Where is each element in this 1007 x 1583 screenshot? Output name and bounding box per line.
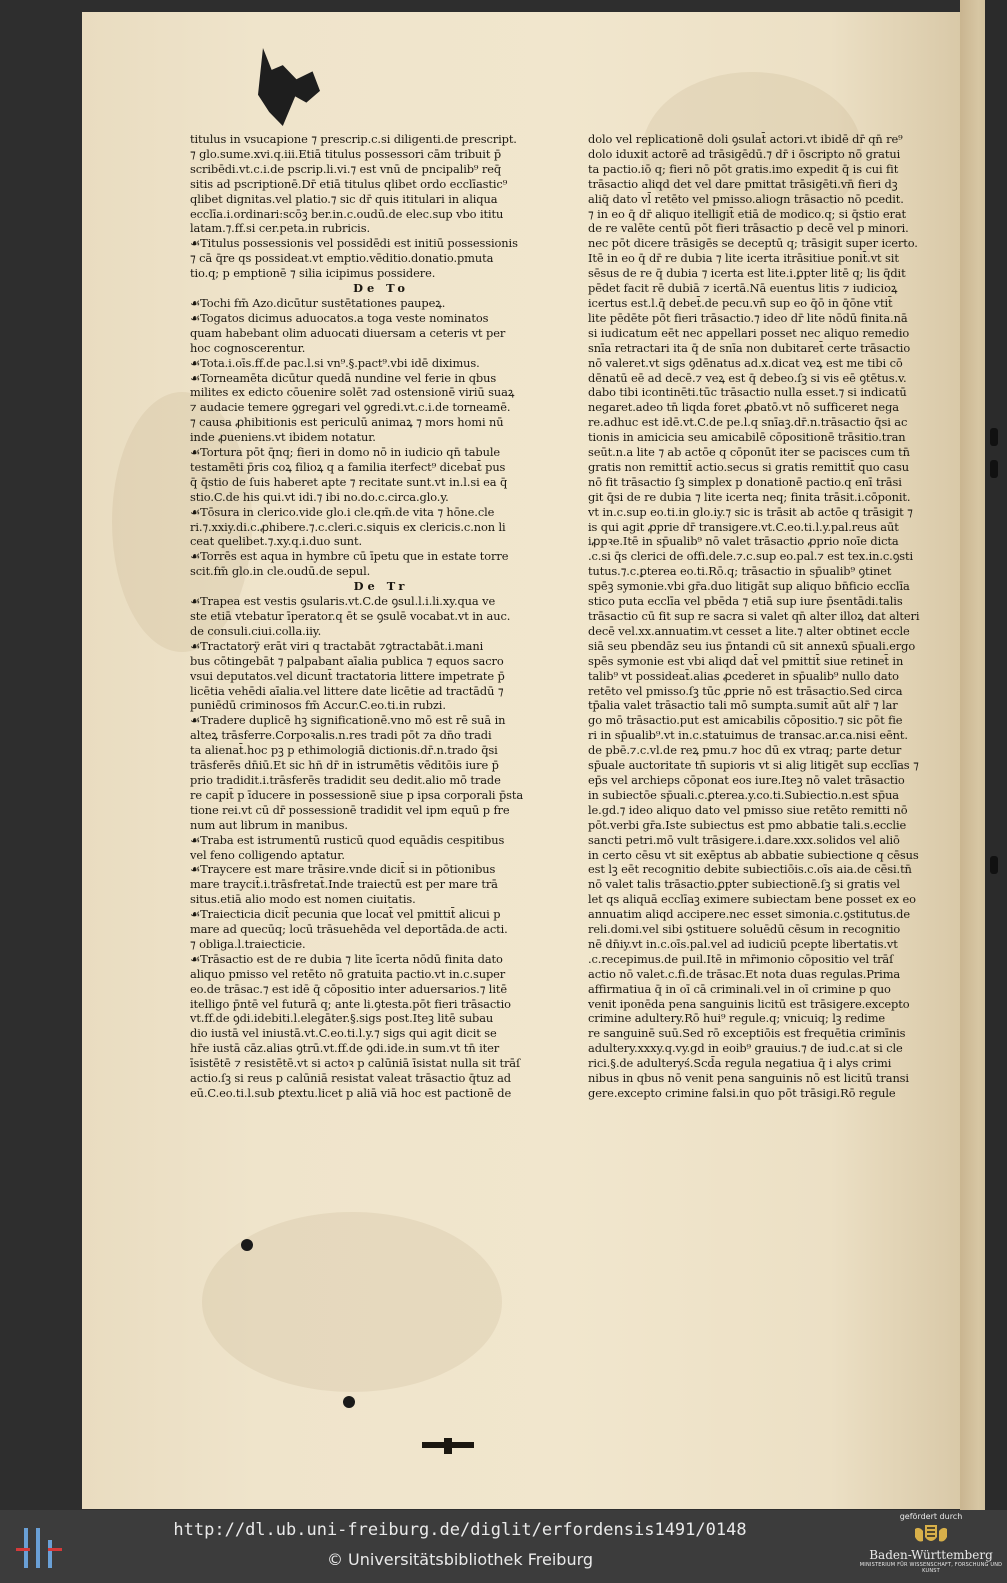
text-line: gere.excepto crimine falsi.in quo pōt trāsigi.Rō regule: [588, 1086, 896, 1100]
text-line: qlibet dignitas.vel platio.⁊ sic dr̄ quis ititulari in aliqua: [190, 191, 498, 206]
text-line: ⁊ in eo q̄ dr̄ aliquo itelligit̄ etiā de modico.q; si q̄stio erat: [588, 206, 907, 221]
text-line: git q̄si de re dubia ⁊ lite icerta neq; finita trāsit.i.cōponit.: [588, 489, 911, 504]
sponsor-label: gefördert durch: [899, 1512, 963, 1521]
text-column-right: [588, 132, 964, 1101]
text-line: dolo iduxit actorē ad trāsigēdū.⁊ dr̄ i ōscripto nō gratui: [588, 146, 901, 161]
text-line: dolo vel replicationē doli ꝯsulat̄ actori.vt ibidē dr̄ qn̄ re⁹: [588, 132, 903, 146]
text-line: ste etiā vtebatur īperator.q ēt se ꝯsulē vocabat.vt in auc.: [190, 609, 511, 623]
text-line: eo.de trāsac.⁊ est idē q̄ cōpositio inter aduersarios.⁊ litē: [190, 981, 507, 996]
text-line: reli.domi.vel sibi ꝯstituere soluēdū cēsum in recognitio: [588, 922, 901, 937]
text-line: aliq̄ dato vl̄ retēto vel pmisso.aliogn trāsactio nō pcedit.: [588, 191, 904, 206]
text-line: sp̄uale auctoritate tn̄ supioris vt si alig litigēt sup ecclīas ⁊: [588, 758, 919, 773]
binding-hole: [343, 1396, 355, 1408]
text-column-left: [190, 132, 572, 1101]
text-line: vel feno colligendo aptatur.: [190, 847, 345, 862]
text-line: pōt.verbi gr̄a.Iste subiectus est pmo abbatie tali.s.ecclie: [588, 817, 907, 832]
text-line: eū.C.eo.ti.l.sub ꝑtextu.licet p aliā viā hoc est pactionē de: [190, 1086, 512, 1100]
text-line: dabo tibi icontinēti.tūc trāsactio nulla esset.⁊ si indicatū: [588, 385, 907, 400]
text-line: nibus in qbus nō venit pena sanguinis nō est licitū transi: [588, 1071, 909, 1086]
text-line: ep̄s vel archieps cōponat eos iure.Iteꝫ nō valet trāsactio: [588, 772, 905, 787]
sponsor-subtitle: MINISTERIUM FÜR WISSENSCHAFT, FORSCHUNG UND KUNST: [859, 1562, 1003, 1574]
catchword-mark: [422, 1438, 474, 1454]
edge-mark: [990, 460, 998, 478]
text-line: Itē in eo q̄ dr̄ re dubia ⁊ lite icerta itrāsitiue ponit̄.vt sit: [588, 251, 899, 266]
text-line: latam.⁊.ff.si cer.peta.in rubricis.: [190, 221, 370, 236]
text-line: itelligo p̄ntē vel futurā q; ante li.ꝯtesta.pōt fieri trāsactio: [190, 996, 511, 1011]
text-line: ☙Togatos dicimus aduocatos.a toga veste nominatos: [190, 310, 489, 325]
text-line: snīa retractari ita q̄ de snīa non dubitaret̄ certe trāsactio: [588, 340, 911, 355]
text-line: retēto vel pmisso.ſꝫ tūc ꝓprie nō est trāsactio.Sed circa: [588, 683, 903, 698]
text-line: ☙Traba est istrumentū rusticū quod equādis cespitibus: [190, 832, 505, 847]
text-line: dēnatū eē ad decē.⁊ veꝝ est q̄ debeo.ſꝫ si vis eē ꝯtētus.v.: [588, 370, 907, 385]
text-line: ☙Tradere duplicē hꝫ significationē.vno mō est rē suā in: [190, 713, 506, 728]
text-line: lite pēdēte pōt fieri trāsactio.⁊ ideo dr̄ lite nōdū finita.nā: [588, 310, 908, 325]
text-line: nō fit trāsactio ſꝫ simplex p donationē pactio.q enī trāsi: [588, 474, 902, 489]
text-line: talib⁹ vt possideat̄.alias ꝓcederet in sp̄ualib⁹ nullo dato: [588, 668, 899, 683]
text-line: nē dn̄iy.vt in.c.oīs.pal.vel ad iudiciū pcepte libertatis.vt: [588, 936, 898, 951]
text-line: ⁊ obliga.l.traiecticie.: [190, 936, 306, 951]
text-line: go mō trāsactio.put est amicabilis cōpositio.⁊ sic pōt fie: [588, 713, 903, 728]
text-line: de re valēte centū pōt fieri trāsactio p decē vel p minori.: [588, 221, 909, 236]
text-line: tione rei.vt cū dr̄ possessionē tradidit vel ipm equū p fre: [190, 802, 510, 817]
text-line: mare traycit̄.i.trāsfretat̄.Inde traiectū est per mare trā: [190, 877, 498, 892]
text-line: vsui deputatos.vel dicunt̄ tractatoria littere impetrate p̄: [190, 668, 505, 683]
viewer-footer: [0, 1510, 1007, 1583]
text-line: ceat quelibet.⁊.xy.q.i.duo sunt.: [190, 534, 363, 549]
text-line: re sanguinē suū.Sed rō exceptiōis est frequētia crimīnis: [588, 1026, 906, 1041]
text-line: testamēti p̄ris coꝝ filioꝝ q a familia iterfect⁹ dicebat̄ pus: [190, 459, 506, 474]
text-line: rici.§.de adulteryś.Scd̄a regula negatiua q̄ i alys crimi: [588, 1056, 892, 1071]
text-line: let qs aliquā ecclīaꝫ eximere subiectam bene posset ex eo: [588, 892, 916, 907]
text-line: negaret.adeo tn̄ liqda foret ꝓbatō.vt nō sufficeret nega: [588, 400, 899, 415]
text-line: de pbē.⁊.c.vl.de reꝝ pmu.⁊ hoc dū ex vtraq; parte detur: [588, 743, 902, 758]
text-line: siā seu pbendāz seu ius p̄ntandi cū sit annexū sp̄uali.ergo: [588, 638, 916, 653]
text-line: īsistētē ⁊ resistētē.vt si actoꝛ p calūniā īsistat nulla sit trāſ: [190, 1056, 521, 1071]
text-line: decē vel.xx.annuatim.vt cesset a lite.⁊ alter obtinet eccle: [588, 623, 910, 638]
book-spine: [985, 0, 1007, 1510]
text-line: scribēdi.vt.c.i.de pscrip.li.vi.⁊ est vnū de pncipalib⁹ req̄: [190, 161, 502, 176]
sponsor-name: Baden-Württemberg: [869, 1548, 993, 1562]
text-line: sancti petri.mō vult trāsigere.i.dare.xxx.solidos vel aliō: [588, 832, 900, 847]
text-line: in subiectōe sp̄uali.c.ꝑterea.y.co.ti.Subiectio.n.est sp̄ua: [588, 787, 899, 802]
text-line: ☙Traiecticia dicit̄ pecunia que locat̄ vel pmittit̄ alicui p: [190, 907, 501, 922]
text-line: crimine adultery.Rō hui⁹ regule.q; vnicuiq; lꝫ redime: [588, 1011, 886, 1026]
text-line: q̄ q̄stio de ſuis haberet apte ⁊ recitate sunt.vt in.l.si ea q̄: [190, 474, 508, 489]
text-line: trāsactio cū fit sup re sacra si valet qn̄ alter illoꝝ dat alteri: [588, 609, 920, 623]
text-line: re capit̄ p īducere in possessionē siue p ipsa corporali p̄sta: [190, 787, 524, 802]
text-line: pēdet facit rē dubiā ⁊ icertā.Nā euentus litis ⁊ iudicioꝝ: [588, 281, 898, 296]
edge-mark: [990, 856, 998, 874]
text-line: ☙Trapea est vestis ꝯsularis.vt.C.de ꝯsul.l.i.li.xy.qua ve: [190, 594, 496, 609]
text-line: re.adhuc est idē.vt.C.de pe.l.q snīaꝫ.dr̄.n.trāsactio q̄si ac: [588, 415, 908, 430]
text-line: ecclīa.i.ordinari:scōꝫ ber.in.c.oudū.de elec.sup vbo ititu: [190, 206, 504, 221]
text-line: nō valeret.vt sigs ꝯdēnatus ad.x.dicat veꝝ est me tibi cō: [588, 355, 903, 370]
text-line: De To: [353, 281, 409, 296]
text-line: ta alienat̄.hoc pꝫ p ethimologiā dictionis.dr̄.n.trado q̄si: [190, 743, 498, 758]
text-line: seūt.n.a lite ⁊ ab actōe q cōponūt iter se pacisces cum tn̄: [588, 445, 910, 460]
text-line: si iudicatum eēt nec appellari posset nec aliquo remedio: [588, 325, 910, 340]
text-line: situs.etiā alio modo est nomen ciuitatis.: [190, 892, 416, 907]
text-line: spēꝫ symonie.vbi gr̄a.duo litigāt sup aliquo bn̄ficio ecclīa: [588, 579, 910, 594]
text-line: .c.recepimus.de puil.Itē in mr̄imonio cōpositio vel trāſ: [588, 951, 894, 966]
text-line: stico puta ecclīa vel pbēda ⁊ etiā sup iure p̄sentādi.talis: [588, 594, 903, 609]
text-line: tutus.⁊.c.ꝑterea eo.ti.Rō.q; trāsactio in sp̄ualib⁹ ꝯtinet: [588, 564, 892, 579]
text-line: milites ex edicto cōuenire solēt ⁊ad ostensionē viriū suaꝝ: [190, 385, 515, 400]
text-line: iꝓpꝛe.Itē in sp̄ualib⁹ nō valet trāsactio ꝓprio noīe dicta: [588, 534, 899, 549]
text-line: ☙Traycere est mare trāsire.vnde dicit̄ si in pōtionibus: [190, 862, 496, 877]
text-line: ri in sp̄ualib⁹.vt in.c.statuimus de transac.ar.ca.nisi eēnt.: [588, 728, 908, 743]
text-line: bus cōtingebāt ⁊ palpabant aīalia publica ⁊ equos sacro: [190, 653, 504, 668]
text-line: ☙Tota.i.oīs.ff.de pac.l.si vn⁹.§.pact⁹.vbi idē diximus.: [190, 355, 480, 370]
text-line: nec pōt dicere trāsigēs se deceptū q; trāsigit super icerto.: [588, 236, 918, 251]
text-line: vt.ff.de ꝯdi.idebiti.l.elegāter.§.sigs post.Iteꝫ litē subau: [190, 1011, 494, 1026]
text-line: ☙Torneamēta dicūtur quedā nundine vel ferie in qbus: [190, 370, 497, 385]
text-line: ☙Tochi fm̄ Azo.dicūtur sustētationes paupeꝝ.: [190, 295, 446, 310]
text-line: ☙Titulus possessionis vel possidēdi est initiū possessionis: [190, 236, 518, 251]
text-line: ☙Tractatorÿ erāt viri q tractabāt ⁊ꝯtractabāt.i.mani: [190, 638, 484, 653]
text-line: ☙Torrēs est aqua in hymbre cū īpetu que in estate torre: [190, 549, 509, 564]
text-line: trāsactio aliqd det vel dare pmittat trāsigēti.vn̄ fieri dꝫ: [588, 176, 898, 191]
text-line: de consuli.ciui.colla.iiy.: [190, 623, 322, 638]
text-line: inde ꝓueniens.vt ibidem notatur.: [190, 430, 376, 445]
text-line: quam habebant olim aduocati diuersam a ceteris vt per: [190, 325, 506, 340]
sponsor-block: [858, 1512, 1004, 1582]
edge-mark: [990, 428, 998, 446]
permalink-url[interactable]: http://dl.ub.uni-freiburg.de/diglit/erfordensis1491/0148: [173, 1520, 747, 1540]
text-line: prio tradidit.i.trāsferēs tradidit seu dedit.alio mō trade: [190, 772, 501, 787]
text-line: puniēdū criminosos fm̄ Accur.C.eo.ti.in rubzi.: [190, 698, 446, 713]
text-line: tionis in amicicia seu amicabilē cōpositionē trāsitio.tran: [588, 430, 906, 445]
copyright-notice: © Universitätsbibliothek Freiburg: [326, 1550, 594, 1569]
text-line: titulus in vsucapione ⁊ prescrip.c.si diligenti.de prescript.: [190, 132, 517, 146]
text-line: affirmatiua q̄ in oī cā criminali.vel in oī crimine p quo: [588, 981, 891, 996]
text-line: le.gd.⁊ ideo aliquo dato vel pmisso siue retēto remitti nō: [588, 802, 908, 817]
text-line: ☙Tortura pōt q̄nq; fieri in domo nō in iudicio qn̄ tabule: [190, 445, 501, 460]
text-line: venit iponēda pena sanguinis licitū est trāsigere.excepto: [588, 996, 910, 1011]
text-line: annuatim aliqd accipere.nec esset simonia.c.ꝯstitutus.de: [588, 907, 911, 922]
text-line: actio.ſꝫ si reus p calūniā resistat valeat trāsactio q̄tuz ad: [190, 1071, 512, 1086]
text-line: num aut librum in manibus.: [190, 817, 348, 832]
text-line: stio.C.de his qui.vt idi.⁊ ibi no.do.c.circa.glo.y.: [190, 489, 449, 504]
text-line: ta pactio.iō q; fieri nō pōt gratis.imo expedit q̄ is cui fit: [588, 161, 899, 176]
text-line: ☙Tōsura in clerico.vide glo.i cle.qm̄.de vita ⁊ hōne.cle: [190, 504, 495, 519]
text-line: icertus est.l.q̄ debet̄.de pecu.vn̄ sup eo q̄ō in q̄ōne vtit̄: [588, 295, 893, 310]
text-line: sitis ad pscriptionē.Dr̄ etiā titulus qlibet ordo ecclīastic⁹: [190, 176, 508, 191]
text-line: hr̄e iustā cāz.alias ꝯtrū.vt.ff.de ꝯdi.ide.in sum.vt tn̄ iter: [190, 1041, 500, 1056]
text-line: trāsferēs dn̄iū.Et sic hn̄ dr̄ in istrumētis vēditōis iure p̄: [190, 758, 499, 773]
text-line: ⁊ cā q̄re qs possideat.vt emptio.vēditio.donatio.pmuta: [190, 251, 494, 266]
text-line: dio iustā vel iniustā.vt.C.eo.ti.l.y.⁊ sigs qui agit dicit se: [190, 1026, 497, 1041]
text-line: nō valet talis trāsactio.ꝑpter subiectionē.ſꝫ si gratis vel: [588, 877, 900, 892]
text-line: hoc cognoscerentur.: [190, 340, 306, 355]
binding-hole: [241, 1239, 253, 1251]
text-line: spēs symonie est vbi aliqd dat̄ vel pmittit̄ siue retinet̄ in: [588, 653, 904, 668]
text-line: ⁊ causa ꝓhibitionis est periculū animaꝝ ⁊ mors homi nū: [190, 415, 504, 430]
text-line: in certo cēsu vt sit exēptus ab abbatie subiectione q cēsus: [588, 847, 919, 862]
text-line: est lꝫ eēt recognitio debite subiectiōis.c.oīs aia.de cēsi.tn̄: [588, 862, 912, 877]
coat-of-arms-icon: [911, 1523, 951, 1547]
text-line: is qui agit ꝓprie dr̄ transigere.vt.C.eo.ti.l.y.pal.reus aūt: [588, 519, 899, 534]
text-line: De Tr: [353, 579, 409, 594]
text-line: sēsus de re q̄ dubia ⁊ icerta est lite.i.ꝑpter litē q; lis q̄dit: [588, 266, 906, 281]
text-line: tp̄alia valet trāsactio tali mō sumpta.sumit̄ aūt alr̄ ⁊ lar: [588, 698, 898, 713]
text-line: .c.si q̄s clerici de offi.dele.⁊.c.sup eo.pal.⁊ est tex.in.c.ꝯsti: [588, 549, 914, 564]
text-line: scit.fm̄ glo.in cle.oudū.de sepul.: [190, 564, 371, 579]
text-line: ri.⁊.xxiy.di.c.ꝓhibere.⁊.c.cleri.c.siquis ex clericis.c.non li: [190, 519, 506, 534]
text-line: ☙Trāsactio est de re dubia ⁊ lite īcerta nōdū finita dato: [190, 951, 503, 966]
text-line: ⁊ glo.sume.xvi.q.iii.Etiā titulus possessori cām tribuit p̄: [190, 146, 502, 161]
text-line: tio.q; p emptionē ⁊ silia icipimus possidere.: [190, 266, 436, 281]
text-line: alteꝝ trāsferre.Corpoꝛalis.n.res tradi pōt ⁊a dn̄o tradi: [190, 728, 492, 743]
text-line: aliquo pmisso vel retēto nō gratuita pactio.vt in.c.super: [190, 966, 506, 981]
text-line: mare ad quecūq; locū trāsuehēda vel deportāda.de acti.: [190, 922, 508, 937]
text-line: adultery.xxxy.q.vy.gd in eoib⁹ grauius.⁊ de iud.c.at si cle: [588, 1041, 903, 1056]
text-line: ⁊ audacie temere ꝯgregari vel ꝯgredi.vt.c.i.de torneamē.: [190, 400, 511, 415]
text-line: vt in.c.sup eo.ti.in glo.iy.⁊ sic is trāsit ab actōe q trāsigit ⁊: [588, 504, 913, 519]
text-line: licētia vehēdi aīalia.vel littere date licētie ad tractādū ⁊: [190, 683, 504, 698]
text-line: actio nō valet.c.fi.de trāsac.Et nota duas regulas.Prima: [588, 966, 901, 981]
text-line: gratis non remittit̄ actio.secus si gratis remittit̄ quo casu: [588, 459, 909, 474]
